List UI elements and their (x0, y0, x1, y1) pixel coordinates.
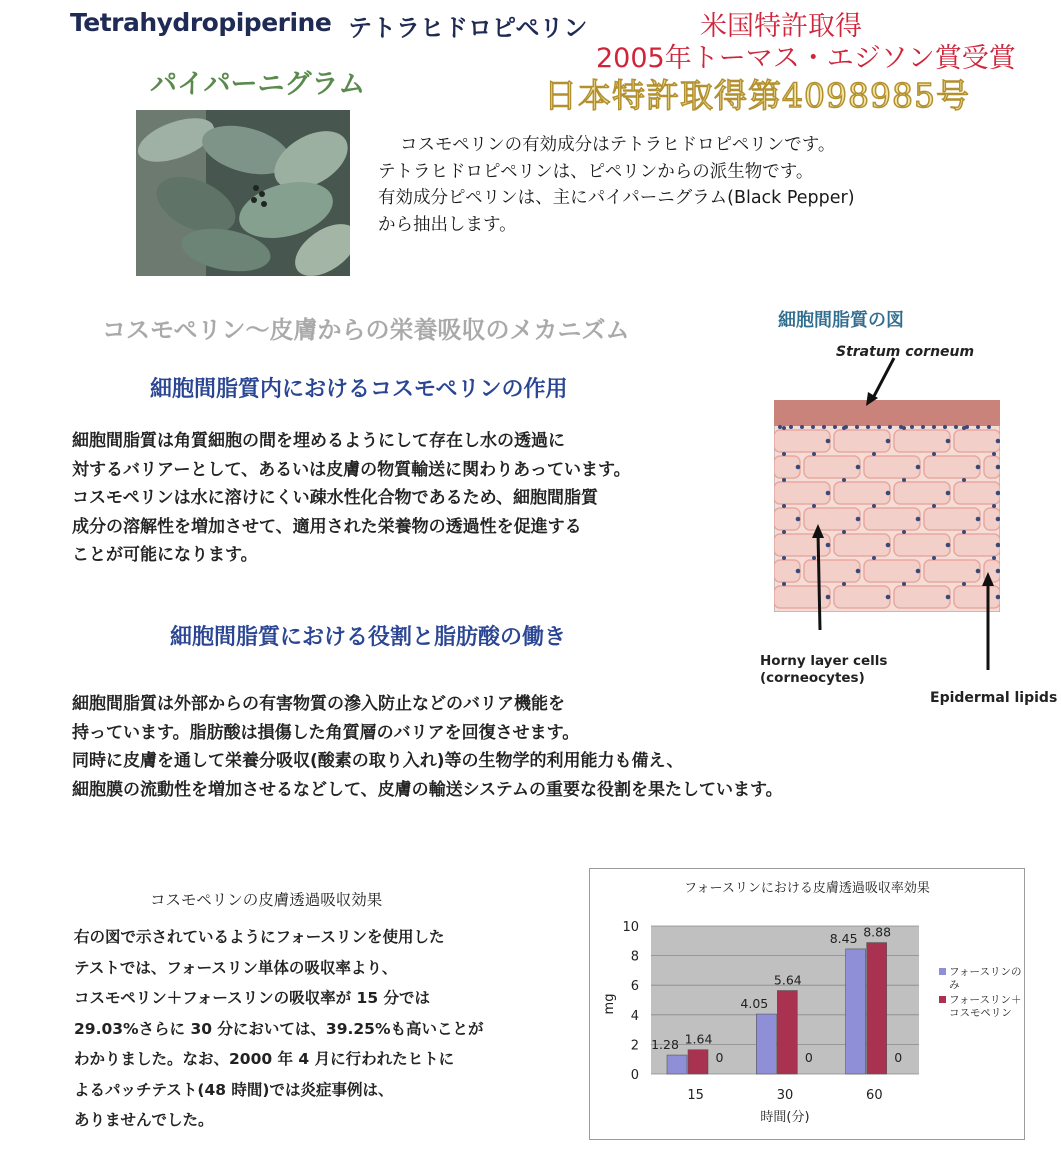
title-english: Tetrahydropiperine (70, 8, 332, 37)
plant-name: パイパーニグラム (150, 69, 366, 100)
data-label: 0 (804, 1050, 813, 1065)
y-tick-label: 6 (630, 979, 639, 995)
effect-title: コスモペリンの皮膚透過吸収効果 (150, 891, 383, 909)
award-japan-patent: 日本特許取得第4098985号 (544, 76, 970, 115)
data-label: 0 (894, 1050, 903, 1065)
section2-body (72, 690, 783, 804)
bar (756, 1014, 776, 1074)
horny-label-line: Horny layer cells (760, 653, 888, 669)
y-tick-label: 8 (630, 949, 639, 965)
data-label: 4.05 (740, 996, 769, 1012)
data-label: 8.88 (863, 924, 892, 940)
legend-swatch (939, 968, 946, 975)
intro-line: から抽出します。 (378, 214, 517, 235)
data-label: 5.64 (773, 972, 802, 988)
section2-line: 同時に皮膚を通して栄養分吸収(酸素の取り入れ)等の生物学的利用能力も備え、 (72, 751, 684, 771)
absorption-chart (589, 868, 1025, 1140)
piper-nigrum-photo (136, 110, 350, 276)
section1-title: 細胞間脂質内におけるコスモペリンの作用 (150, 377, 568, 402)
data-label: 1.28 (651, 1037, 679, 1053)
effect-line: テストでは、フォースリン単体の吸収率より、 (74, 958, 398, 977)
section1-line: コスモペリンは水に溶けにくい疎水性化合物であるため、細胞間脂質 (72, 488, 598, 508)
y-tick-label: 10 (622, 920, 639, 935)
x-tick-label: 15 (687, 1088, 704, 1103)
diagram-arrows (760, 340, 1060, 670)
section2-line: 細胞間脂質は外部からの有害物質の滲入防止などのバリア機能を (72, 694, 565, 714)
effect-line: わかりました。なお、2000 年 4 月に行われたヒトに (74, 1050, 455, 1068)
award-us-patent: 米国特許取得 (700, 11, 862, 42)
stratum-corneum-label: Stratum corneum (836, 344, 975, 360)
legend-label: フォースリン＋ (949, 994, 1022, 1006)
bar (777, 991, 797, 1074)
epidermal-lipids-label: Epidermal lipids (930, 690, 1058, 706)
award-edison: 2005年トーマス・エジソン賞受賞 (596, 43, 1016, 74)
effect-line: 29.03%さらに 30 分においては、39.25%も高いことが (74, 1019, 484, 1038)
y-axis-label: mg (602, 993, 617, 1015)
leaves-icon (136, 110, 350, 276)
section2-line: 持っています。脂肪酸は損傷した角質層のバリアを回復させます。 (72, 722, 580, 743)
intro-line: コスモペリンの有効成分はテトラヒドロピペリンです。 (400, 135, 836, 155)
x-axis-label: 時間(分) (760, 1110, 810, 1125)
effect-line: コスモペリン＋フォースリンの吸収率が 15 分では (74, 989, 431, 1007)
section1-line: 対するバリアーとして、あるいは皮膚の物質輸送に関わりあっています。 (72, 459, 631, 480)
diagram-title: 細胞間脂質の図 (778, 310, 904, 331)
bar (688, 1050, 708, 1074)
effect-line: ありませんでした。 (74, 1111, 214, 1129)
section1-line: ことが可能になります。 (72, 545, 258, 565)
horny-layer-label (760, 653, 887, 687)
bar (867, 943, 887, 1074)
effect-line: よるパッチテスト(48 時間)では炎症事例は、 (74, 1080, 394, 1099)
intro-line: テトラヒドロピペリンは、ピペリンからの派生物です。 (378, 161, 814, 182)
intro-line: 有効成分ピペリンは、主にパイパーニグラム(Black Pepper) (378, 188, 855, 208)
y-tick-label: 2 (630, 1038, 639, 1054)
section1-body (72, 427, 631, 570)
x-tick-label: 30 (776, 1088, 794, 1103)
section1-line: 成分の溶解性を増加させて、適用された栄養物の透過性を促進する (72, 516, 582, 537)
x-tick-label: 60 (866, 1088, 883, 1103)
legend-label: コスモペリン (949, 1007, 1012, 1019)
legend-label: み (949, 979, 960, 991)
section2-line: 細胞膜の流動性を増加させるなどして、皮膚の輸送システムの重要な役割を果たしています。 (72, 779, 783, 800)
data-label: 1.64 (684, 1031, 713, 1047)
chart-title: フォースリンにおける皮膚透過吸収率効果 (684, 881, 930, 896)
title-japanese: テトラヒドロピペリン (348, 14, 588, 42)
data-label: 0 (715, 1050, 724, 1065)
intro-text (378, 132, 855, 238)
horny-label-line: (corneocytes) (760, 670, 865, 686)
effect-body (74, 922, 483, 1136)
bar (667, 1055, 687, 1074)
legend-label: フォースリンの (949, 966, 1022, 978)
bar (846, 949, 866, 1074)
y-tick-label: 4 (630, 1008, 639, 1024)
data-label: 8.45 (829, 930, 858, 946)
legend-swatch (939, 996, 946, 1003)
mechanism-title: コスモペリン～皮膚からの栄養吸収のメカニズム (102, 316, 630, 344)
section1-line: 細胞間脂質は角質細胞の間を埋めるようにして存在し水の透過に (72, 431, 565, 451)
section2-title: 細胞間脂質における役割と脂肪酸の働き (170, 625, 567, 650)
effect-line: 右の図で示されているようにフォースリンを使用した (74, 928, 445, 946)
y-tick-label: 0 (630, 1068, 639, 1083)
